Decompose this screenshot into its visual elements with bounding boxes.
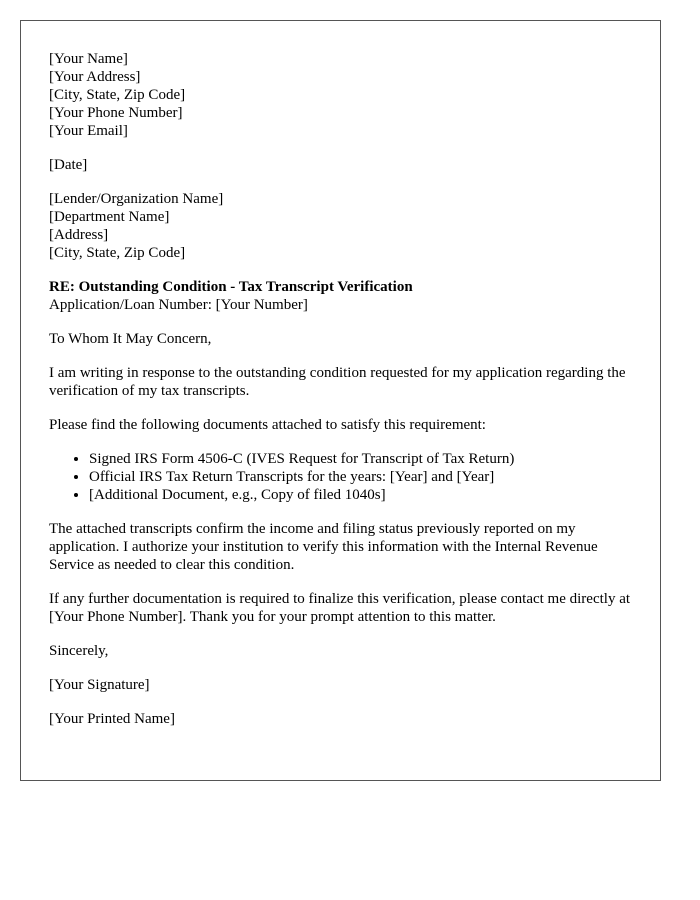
closing: Sincerely, bbox=[49, 643, 109, 659]
sender-name: [Your Name] bbox=[49, 51, 128, 67]
list-item: • Signed IRS Form 4506-C (IVES Request for Transcript of Tax Return) bbox=[89, 450, 634, 468]
reference-number-line: Application/Loan Number: [Your Number] bbox=[49, 297, 308, 313]
documents-intro-paragraph: Please find the following documents attached to satisfy this requirement: bbox=[49, 417, 486, 433]
confirmation-paragraph: The attached transcripts confirm the income and filing status previously reported on my application. I authorize your institution to verify this information with the Internal Revenue Service as needed to clear this condition. bbox=[49, 521, 598, 573]
sender-block bbox=[49, 50, 634, 140]
sender-city-state-zip: [City, State, Zip Code] bbox=[49, 87, 186, 103]
list-item: • Official IRS Tax Return Transcripts for the years: [Year] and [Year] bbox=[89, 468, 634, 486]
recipient-organization: [Lender/Organization Name] bbox=[49, 191, 224, 207]
sender-phone: [Your Phone Number] bbox=[49, 105, 183, 121]
intro-paragraph: I am writing in response to the outstanding condition requested for my application regarding the verification of my tax transcripts. bbox=[49, 365, 626, 399]
closing-request-paragraph: If any further documentation is required to finalize this verification, please contact me directly at [Your Phone Number]. Thank you for your prompt attention to this matter. bbox=[49, 591, 631, 625]
sender-email: [Your Email] bbox=[49, 123, 128, 139]
letter-page bbox=[20, 20, 661, 781]
subject-line: RE: Outstanding Condition - Tax Transcript Verification bbox=[49, 279, 413, 295]
salutation: To Whom It May Concern, bbox=[49, 331, 212, 347]
recipient-address: [Address] bbox=[49, 227, 109, 243]
letter-date: [Date] bbox=[49, 157, 88, 173]
recipient-department: [Department Name] bbox=[49, 209, 170, 225]
letter-content bbox=[49, 50, 634, 744]
printed-name: [Your Printed Name] bbox=[49, 711, 175, 727]
subject-block bbox=[49, 278, 634, 314]
documents-list bbox=[49, 450, 634, 504]
date-block bbox=[49, 156, 634, 174]
recipient-block bbox=[49, 190, 634, 262]
signature: [Your Signature] bbox=[49, 677, 150, 693]
sender-address: [Your Address] bbox=[49, 69, 141, 85]
recipient-city-state-zip: [City, State, Zip Code] bbox=[49, 245, 186, 261]
list-item: • [Additional Document, e.g., Copy of filed 1040s] bbox=[89, 486, 634, 504]
